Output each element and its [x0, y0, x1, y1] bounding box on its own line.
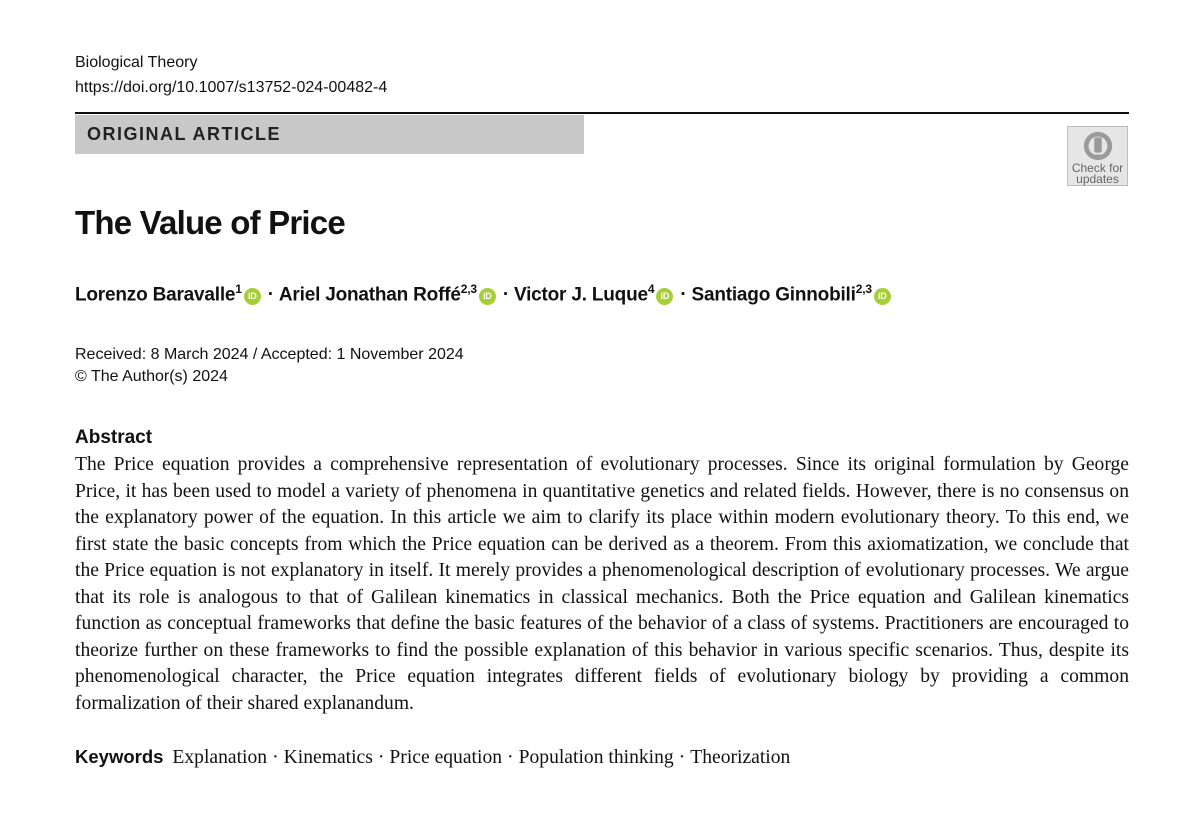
keyword-separator: ·	[272, 747, 279, 768]
author-affiliation: 4	[647, 282, 655, 296]
author-separator: ·	[502, 284, 509, 306]
keyword-separator: ·	[678, 747, 686, 768]
author-affiliation: 1	[235, 282, 242, 296]
publication-dates	[75, 346, 464, 390]
keyword: Population thinking	[518, 747, 674, 768]
abstract-text: The Price equation provides a comprehensive representation of evolutionary processes. Since its original formulation by George Price, it has been used to model a variety of phenomena in quantitative genetics and related fields. However, there is no consensus on the explanatory power of the equation. In this article we aim to clarify its place within modern evolutionary theory. To this end, we first state the basic concepts from which the Price equation can be derived as a theorem. From this axiomatization, we conclude that the Price equation is not explanatory in itself. It merely provides a phenomenological description of evolutionary processes. We argue that its role is analogous to that of Galilean kinematics in classical mechanics. Both the Price equation and Galilean kinematics function as conceptual frameworks that define the basic features of the behavior of a class of systems. Practitioners are encouraged to theorize further on these frameworks to find the possible explanation of this behavior in various specific scenarios. Thus, despite its phenomenological character, the Price equation integrates different fields of evolutionary biology by providing a common formalization of their shared explanandum.	[75, 454, 1129, 714]
author-name: Ariel Jonathan Roffé	[278, 284, 461, 306]
keyword: Theorization	[690, 747, 791, 768]
journal-name: Biological Theory	[75, 54, 198, 71]
keyword-separator: ·	[507, 747, 514, 768]
keyword: Kinematics	[283, 747, 373, 768]
doi-link[interactable]: https://doi.org/10.1007/s13752-024-00482-4	[75, 79, 388, 96]
copyright-notice: © The Author(s) 2024	[75, 368, 228, 385]
orcid-icon[interactable]: iD	[874, 288, 891, 305]
orcid-icon[interactable]: iD	[656, 288, 673, 305]
check-for-updates-button[interactable]	[1067, 126, 1128, 186]
author-affiliation: 2,3	[855, 282, 872, 296]
author-name: Santiago Ginnobili	[691, 284, 856, 306]
keyword-separator: ·	[377, 747, 385, 768]
keywords-line	[75, 746, 790, 769]
abstract-heading: Abstract	[75, 427, 153, 448]
orcid-icon[interactable]: iD	[244, 288, 261, 305]
header-rule	[75, 112, 1129, 114]
author-list	[75, 282, 893, 306]
keyword: Price equation	[389, 747, 503, 768]
orcid-icon[interactable]: iD	[479, 288, 496, 305]
author-separator: ·	[680, 284, 687, 306]
author-name: Victor J. Luque	[513, 284, 648, 306]
author-separator: ·	[267, 284, 274, 306]
received-accepted-dates: Received: 8 March 2024 / Accepted: 1 November 2024	[75, 346, 464, 363]
keywords-label: Keywords	[75, 746, 164, 767]
author-name: Lorenzo Baravalle	[75, 284, 236, 306]
article-type-label: ORIGINAL ARTICLE	[87, 124, 281, 144]
check-updates-icon	[1081, 130, 1115, 162]
check-updates-label: Check for updates	[1071, 161, 1124, 186]
article-type-banner	[75, 115, 584, 154]
keyword: Explanation	[172, 747, 268, 768]
author-affiliation: 2,3	[460, 282, 477, 296]
paper-title: The Value of Price	[75, 204, 345, 241]
